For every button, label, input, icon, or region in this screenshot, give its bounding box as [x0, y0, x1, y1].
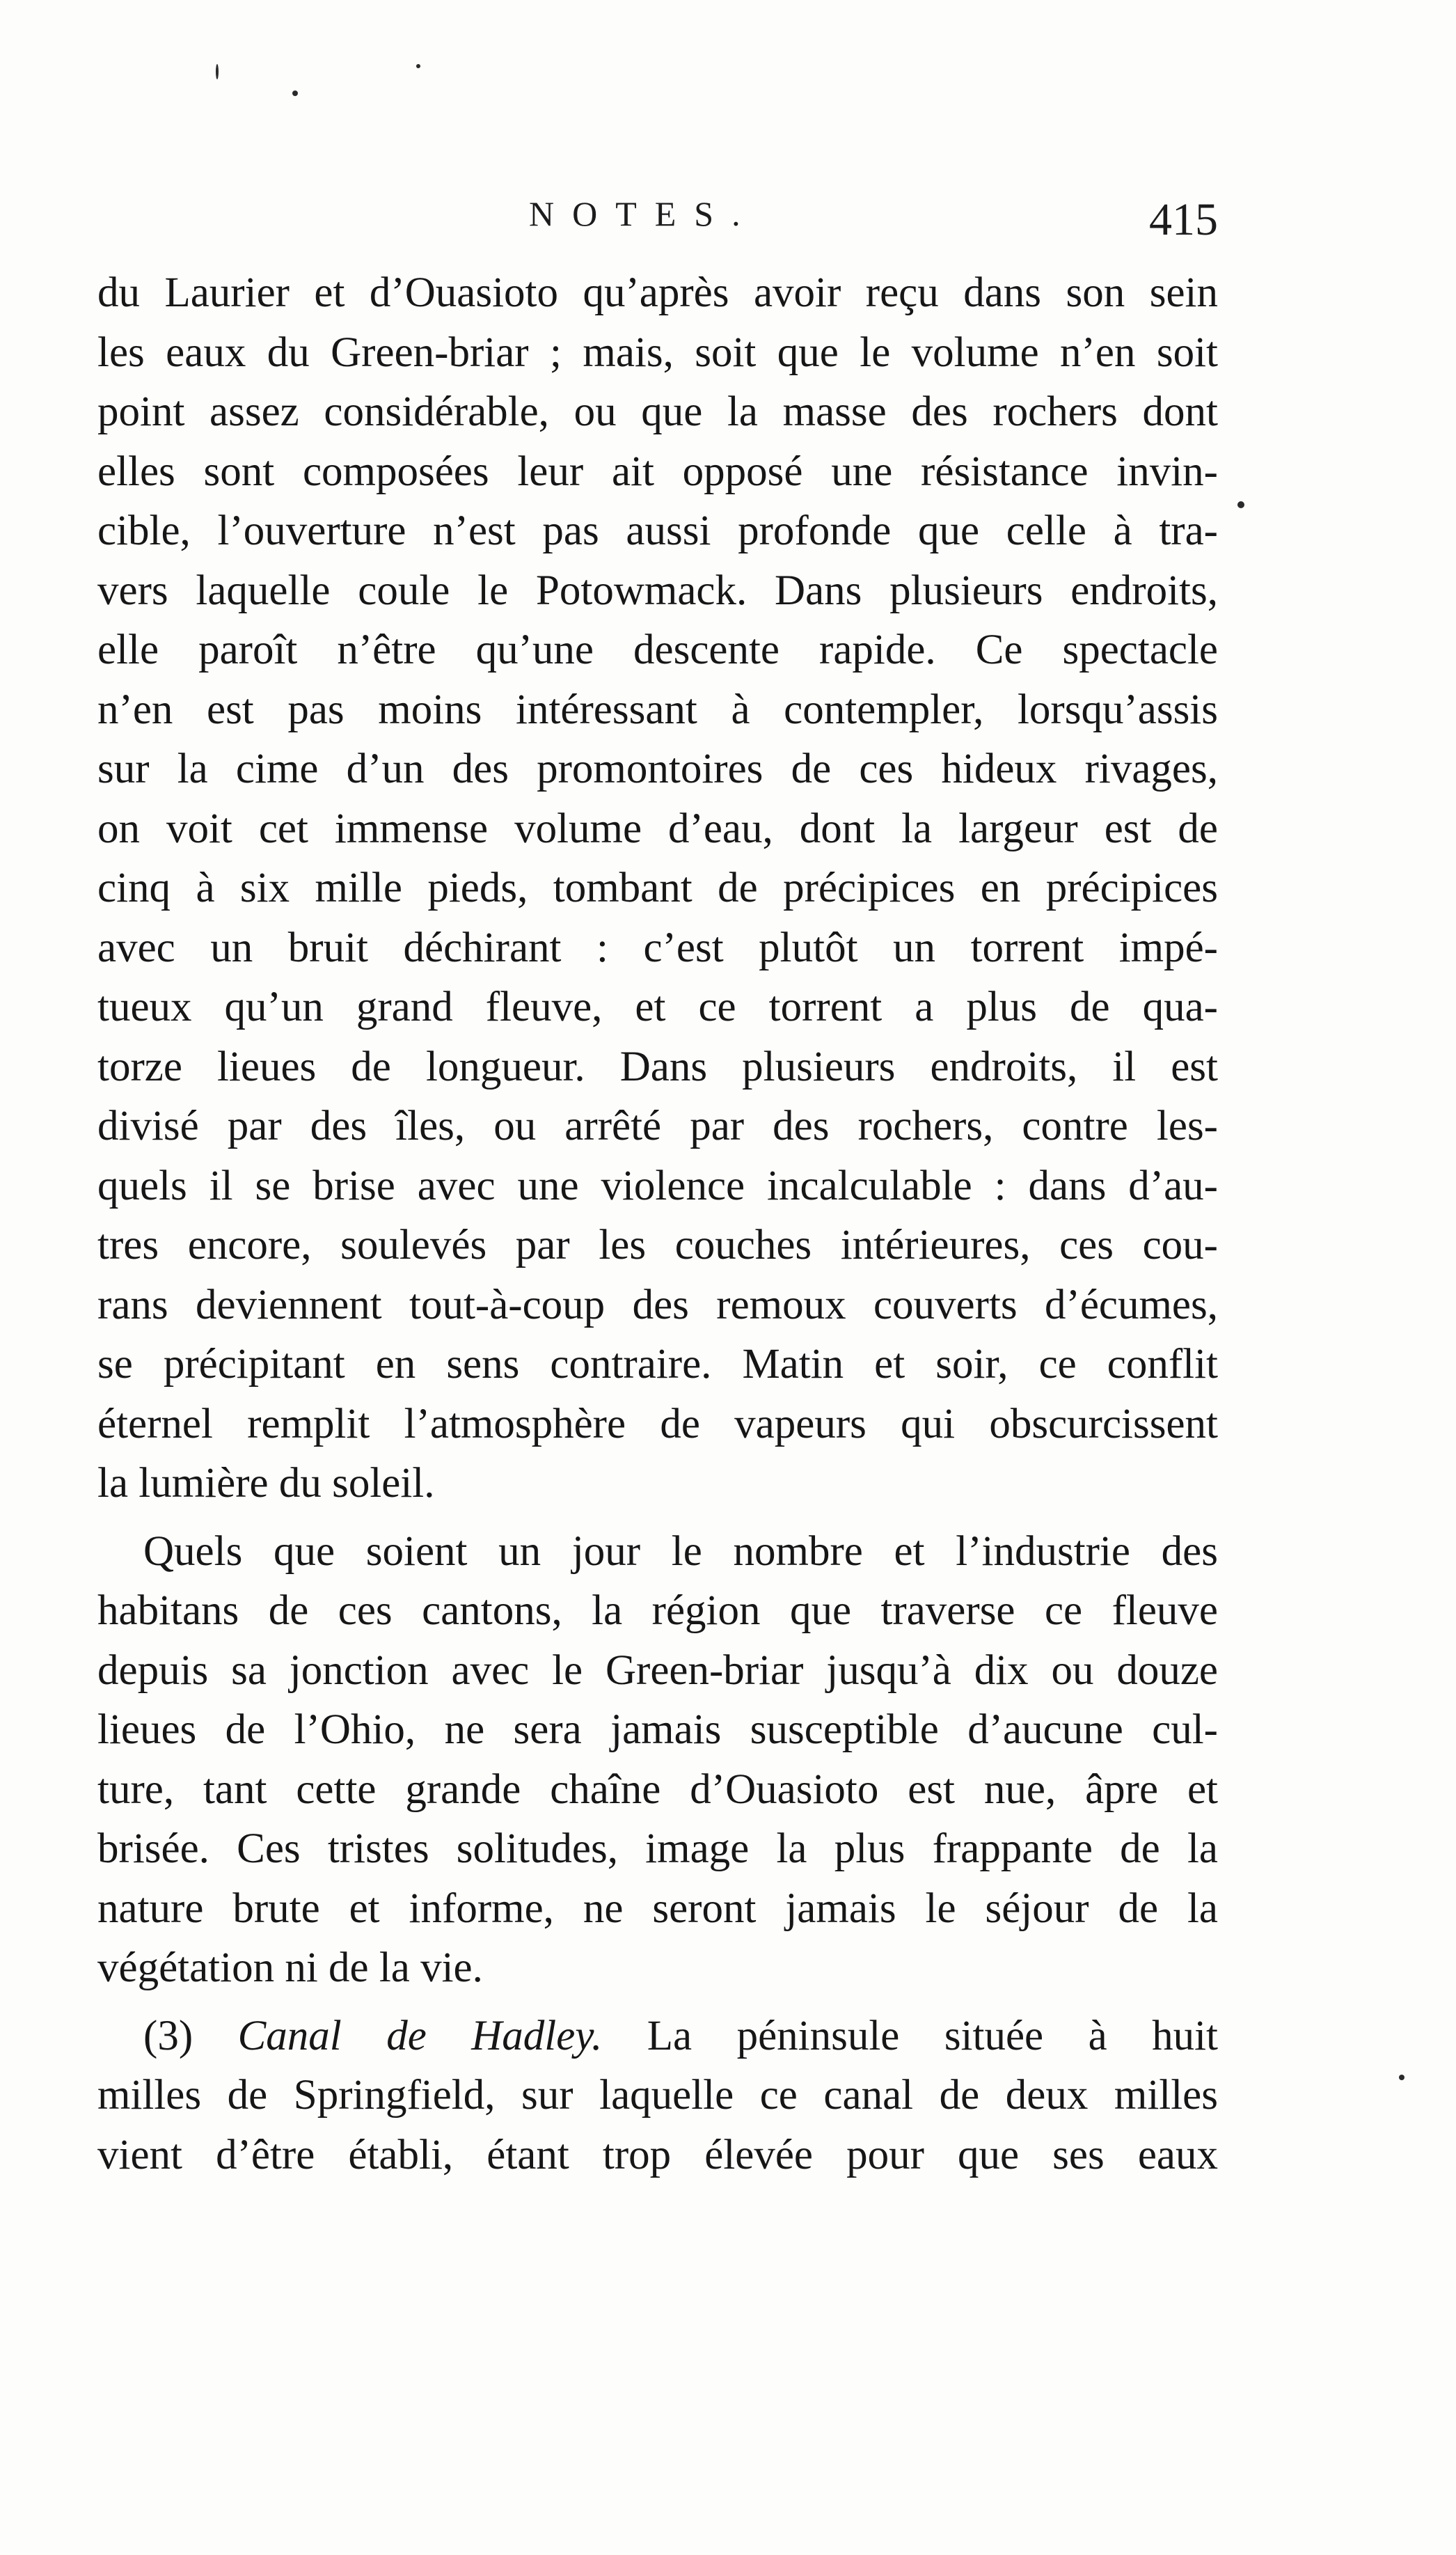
text-line: on voit cet immense volume d’eau, dont la largeur est de	[97, 805, 1218, 852]
text-line: tueux qu’un grand fleuve, et ce torrent a plus de qua-	[97, 984, 1218, 1030]
text-line: elles sont composées leur ait opposé une résistance invin-	[97, 448, 1218, 495]
note-number: (3)	[143, 2012, 193, 2059]
page-header	[97, 194, 1225, 256]
text-line: ture, tant cette grande chaîne d’Ouasioto est nue, âpre et	[97, 1766, 1218, 1813]
text-line: n’en est pas moins intéressant à contempler, lorsqu’assis	[97, 686, 1218, 733]
text-line: cinq à six mille pieds, tombant de précipices en précipices	[97, 865, 1218, 911]
text-line: Quels que soient un jour le nombre et l’industrie des	[143, 1527, 1218, 1575]
note-text: La péninsule située à huit	[647, 2012, 1219, 2059]
scan-speck	[1399, 2075, 1404, 2080]
text-line: tres encore, soulevés par les couches intérieures, ces cou-	[97, 1222, 1218, 1268]
text-line: nature brute et informe, ne seront jamais le séjour de la	[97, 1885, 1218, 1932]
text-line: lieues de l’Ohio, ne sera jamais susceptible d’aucune cul-	[97, 1706, 1218, 1753]
text-line: cible, l’ouverture n’est pas aussi profonde que celle à tra-	[97, 508, 1218, 554]
text-line: avec un bruit déchirant : c’est plutôt un torrent impé-	[97, 924, 1218, 971]
scan-speck	[292, 91, 298, 96]
page-number: 415	[1149, 194, 1218, 245]
text-line: divisé par des îles, ou arrêté par des rochers, contre les-	[97, 1103, 1218, 1149]
text-line: depuis sa jonction avec le Green-briar jusqu’à dix ou douze	[97, 1646, 1218, 1694]
scan-speck	[1237, 501, 1244, 508]
text-line: torze lieues de longueur. Dans plusieurs endroits, il est	[97, 1043, 1218, 1090]
text-line: éternel remplit l’atmosphère de vapeurs qui obscurcissent	[97, 1400, 1218, 1447]
scan-speck	[216, 64, 219, 79]
note-title: Canal de Hadley.	[237, 2012, 603, 2059]
text-line: vient d’être établi, étant trop élevée pour que ses eaux	[97, 2131, 1218, 2178]
text-line: sur la cime d’un des promontoires de ces hideux rivages,	[97, 746, 1218, 792]
text-line: rans deviennent tout-à-coup des remoux couverts d’écumes,	[97, 1281, 1218, 1328]
text-line: se précipitant en sens contraire. Matin et soir, ce conflit	[97, 1341, 1218, 1387]
note-first-line	[97, 2006, 1218, 2066]
scan-speck	[416, 64, 420, 68]
text-line: du Laurier et d’Ouasioto qu’après avoir reçu dans son sein	[97, 269, 1218, 316]
paragraph-1	[97, 263, 1218, 1514]
text-line: point assez considérable, ou que la masse des rochers dont	[97, 388, 1218, 435]
text-line: végétation ni de la vie.	[97, 1944, 483, 1991]
text-line: elle paroît n’être qu’une descente rapide. Ce spectacle	[97, 627, 1218, 673]
text-line: quels il se brise avec une violence incalculable : dans d’au-	[97, 1162, 1218, 1209]
text-line: habitans de ces cantons, la région que traverse ce fleuve	[97, 1587, 1218, 1634]
text-line: la lumière du soleil.	[97, 1460, 435, 1507]
running-head: NOTES.	[529, 194, 759, 233]
paragraph-3-note	[97, 2006, 1218, 2185]
paragraph-2	[97, 1522, 1218, 1998]
text-line: vers laquelle coule le Potowmack. Dans plusieurs endroits,	[97, 567, 1218, 614]
text-line: brisée. Ces tristes solitudes, image la plus frappante de la	[97, 1825, 1218, 1872]
body-text	[97, 263, 1218, 2185]
text-line: milles de Springfield, sur laquelle ce canal de deux milles	[97, 2072, 1218, 2118]
text-line: les eaux du Green-briar ; mais, soit que le volume n’en soit	[97, 329, 1218, 376]
